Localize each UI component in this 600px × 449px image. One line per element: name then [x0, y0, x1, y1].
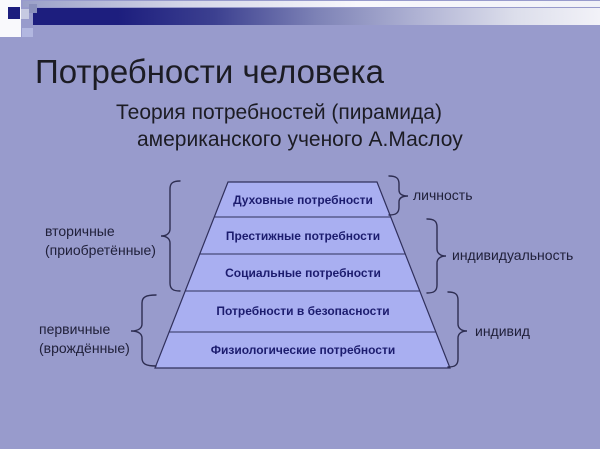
- label-pervichnye-line-2: (врождённые): [39, 340, 130, 356]
- pyramid-level-4-label: Потребности в безопасности: [216, 304, 390, 318]
- slide-title: Потребности человека: [35, 53, 384, 90]
- slide-subtitle-line-2: американского ученого А.Маслоу: [137, 128, 463, 151]
- label-lichnost: личность: [413, 187, 473, 203]
- label-vtorichnye-line-2: (приобретённые): [45, 242, 156, 258]
- label-pervichnye-line-1: первичные: [39, 321, 111, 337]
- label-pervichnye: [39, 320, 130, 358]
- label-vtorichnye-line-1: вторичные: [45, 223, 115, 239]
- label-individ: индивид: [475, 323, 530, 339]
- label-individualnost: индивидуальность: [452, 247, 574, 263]
- label-vtorichnye: [45, 222, 156, 260]
- pyramid-level-1-label: Духовные потребности: [233, 193, 373, 207]
- pyramid-level-3-label: Социальные потребности: [225, 266, 381, 280]
- pyramid-level-2-label: Престижные потребности: [225, 229, 381, 243]
- pyramid-level-5-label: Физиологические потребности: [210, 343, 396, 357]
- slide-subtitle-line-1: Теория потребностей (пирамида): [116, 101, 442, 124]
